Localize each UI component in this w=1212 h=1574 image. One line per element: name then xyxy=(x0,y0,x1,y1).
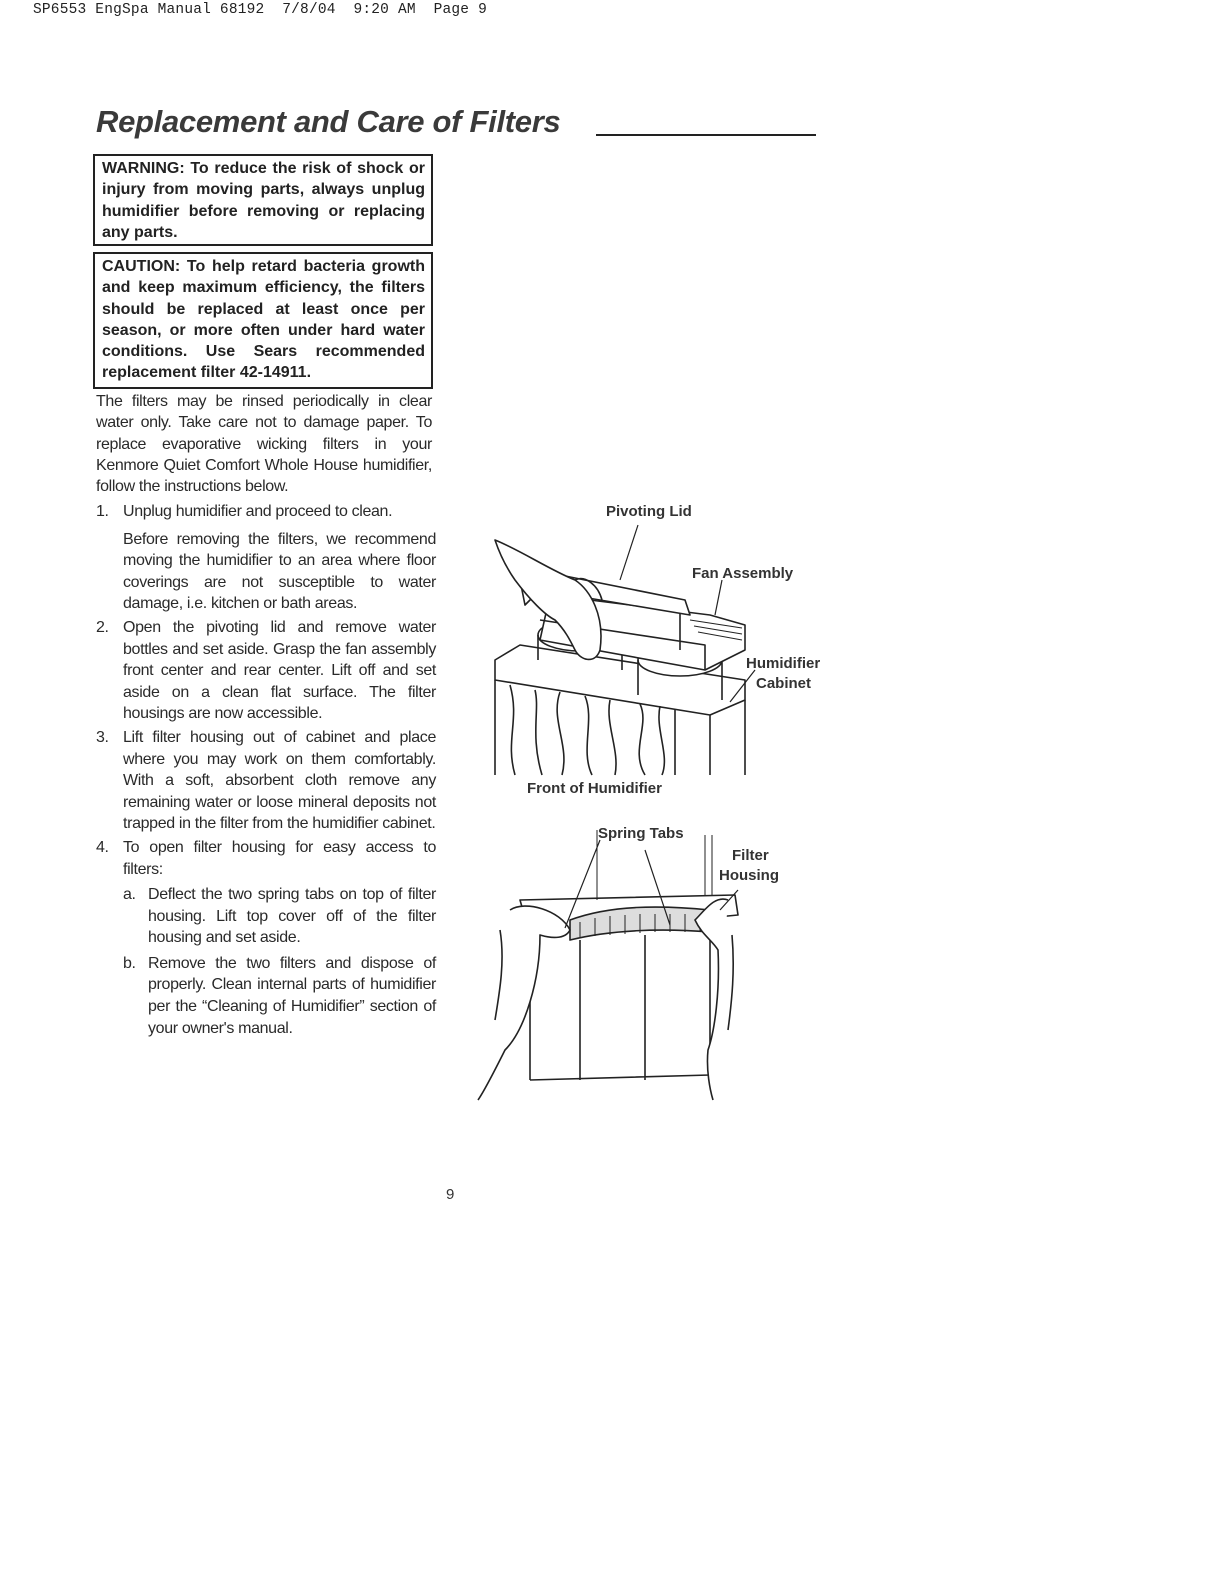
label-cabinet: Cabinet xyxy=(756,675,812,692)
step-number: 3. xyxy=(96,728,109,746)
step-lead: Unplug humidifier and proceed to clean. xyxy=(123,503,393,520)
filter-housing-illustration xyxy=(470,840,750,1110)
step-number: 4. xyxy=(96,838,109,856)
step-text: Before removing the filters, we recommend moving the humidifier to an area where floor coverings are not susceptible to water damage, i.e. kitchen or bath areas. xyxy=(123,530,436,613)
section-title xyxy=(96,104,816,148)
step-text: Open the pivoting lid and remove water bottles and set aside. Grasp the fan assembly front center and rear center. Lift off and set aside on a clean flat surface. The filter housings are now accessible. xyxy=(123,618,436,723)
steps-list xyxy=(96,501,436,1043)
step-text: Lift filter housing out of cabinet and place where you may work on them comfortably. With a soft, absorbent cloth remove any remaining water or loose mineral deposits not trapped in the filter from the humidifier cabinet. xyxy=(123,728,436,833)
substep-b xyxy=(123,953,436,1039)
step-4 xyxy=(96,837,436,1039)
label-fan-assembly: Fan Assembly xyxy=(692,565,794,582)
warning-box: WARNING: To reduce the risk of shock or injury from moving parts, always unplug humidifier before removing or replacing any parts. xyxy=(93,154,433,246)
title-rule xyxy=(596,134,816,136)
page-number: 9 xyxy=(446,1186,455,1203)
caution-box: CAUTION: To help retard bacteria growth and keep maximum efficiency, the filters should be replaced at least once per season, or more often under hard water conditions. Use Sears recommended replacement filter 42-14911. xyxy=(93,252,433,389)
label-pivoting-lid: Pivoting Lid xyxy=(606,503,692,520)
step-3 xyxy=(96,727,436,835)
step-text: To open filter housing for easy access to filters: xyxy=(123,838,436,878)
label-housing: Housing xyxy=(719,867,779,884)
step-1 xyxy=(96,501,436,615)
intro-paragraph: The filters may be rinsed periodically in clear water only. Take care not to damage paper. To replace evaporative wicking filters in your Kenmore Quiet Comfort Whole House humidifier, follow the instructions below. xyxy=(96,393,432,496)
humidifier-illustration xyxy=(480,520,780,780)
substep-letter: b. xyxy=(123,954,136,972)
substep-letter: a. xyxy=(123,886,136,904)
label-front-of-humidifier: Front of Humidifier xyxy=(527,780,662,797)
page-title: Replacement and Care of Filters xyxy=(96,104,561,139)
step-number: 1. xyxy=(96,503,109,520)
substep-text: Remove the two filters and dispose of properly. Clean internal parts of humidifier per the “Cleaning of Humidifier” section of your owner's manual. xyxy=(148,954,436,1037)
label-filter: Filter xyxy=(732,847,769,864)
label-humidifier: Humidifier xyxy=(746,655,821,672)
label-spring-tabs: Spring Tabs xyxy=(598,825,684,842)
print-header: SP6553 EngSpa Manual 68192 7/8/04 9:20 AM Page 9 xyxy=(33,2,487,18)
substep-a xyxy=(123,884,436,949)
step-number: 2. xyxy=(96,618,109,636)
substep-text: Deflect the two spring tabs on top of filter housing. Lift top cover off of the filter housing and set aside. xyxy=(148,886,436,947)
step-2 xyxy=(96,617,436,725)
